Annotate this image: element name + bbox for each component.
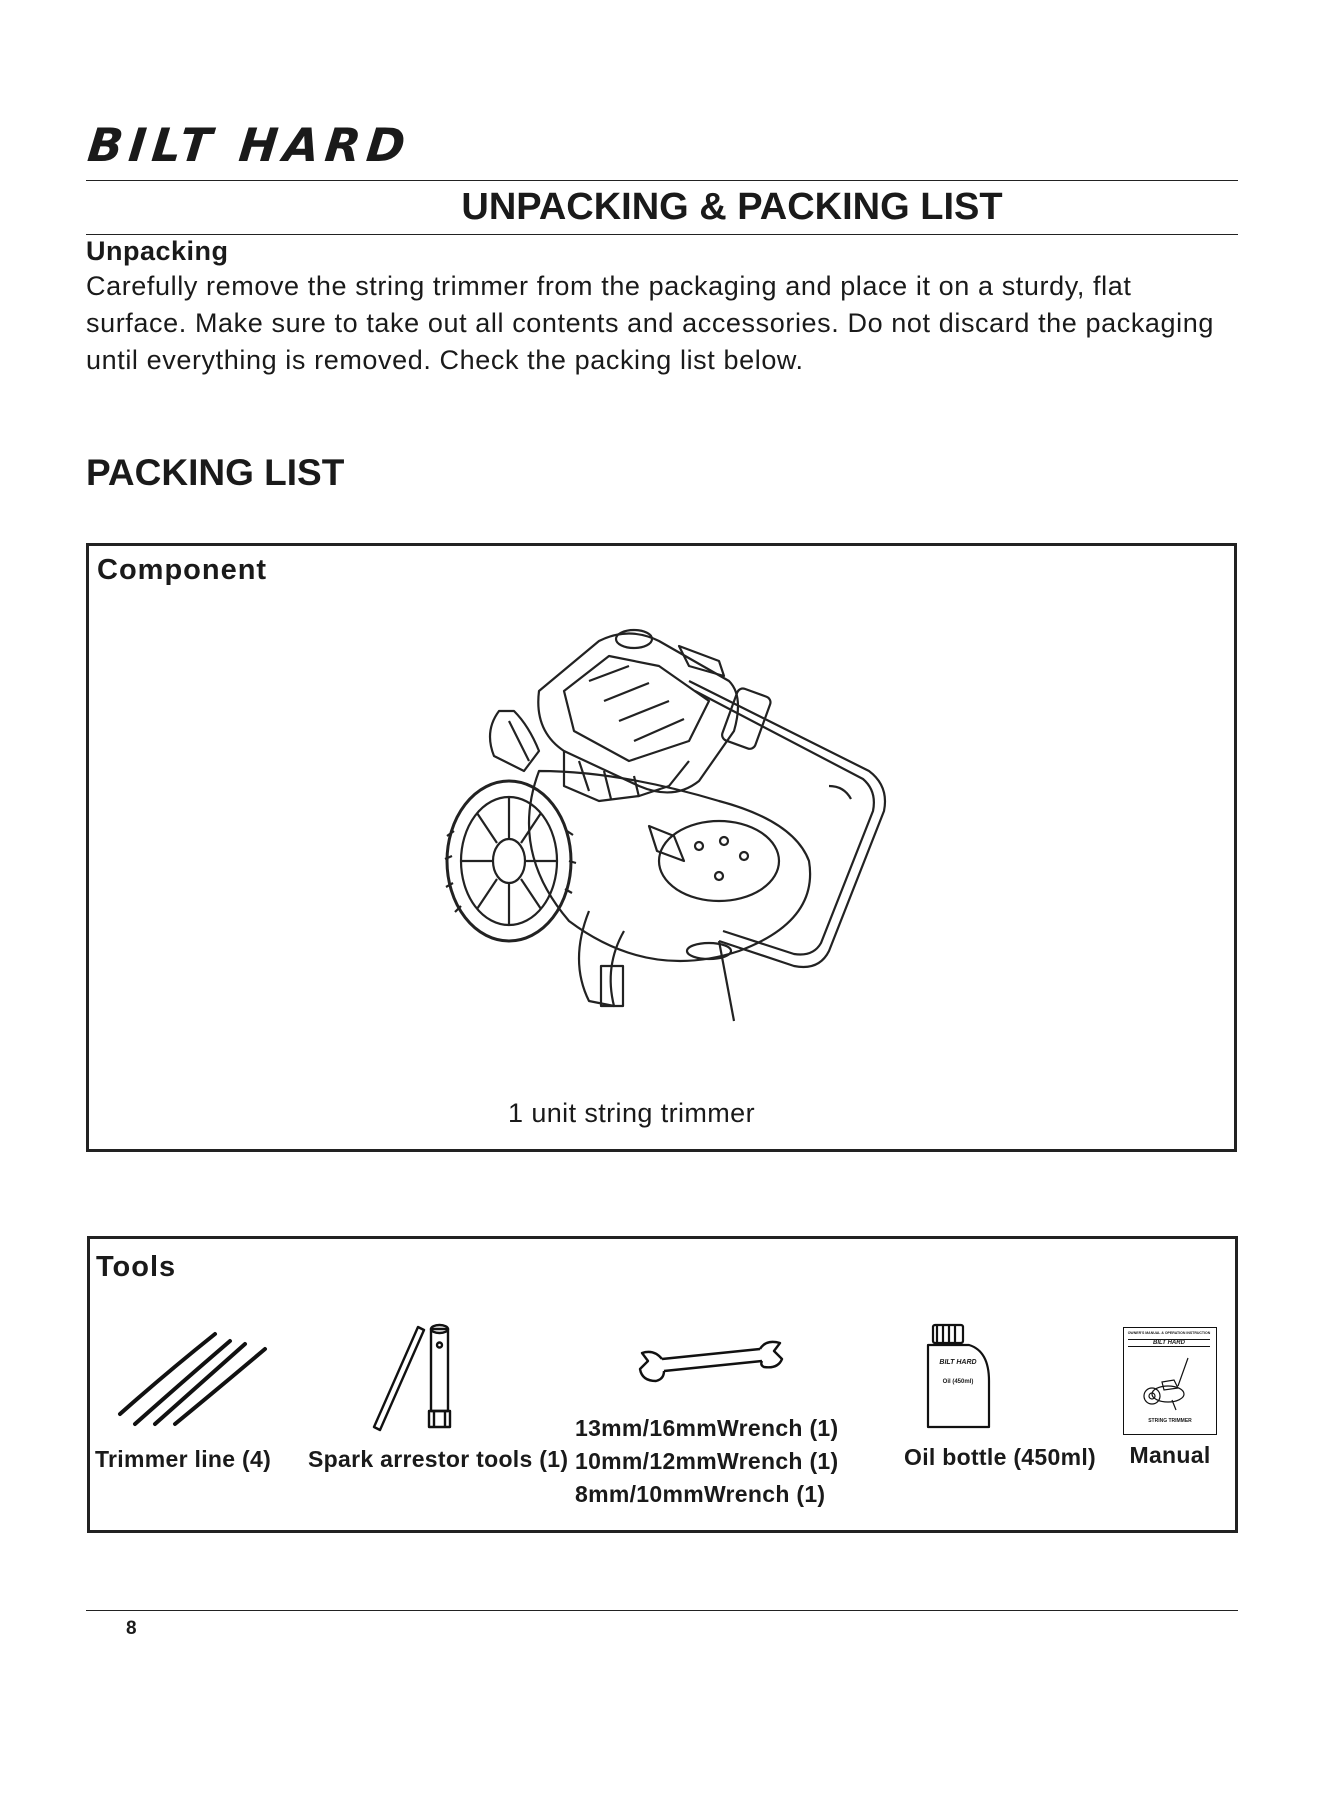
manual-brand-text: BILT HARD xyxy=(1128,1339,1210,1347)
oil-bottle-icon xyxy=(925,1321,995,1431)
tools-box xyxy=(87,1236,1238,1533)
brand-logo: BILT HARD xyxy=(85,118,414,172)
tool-label-manual: Manual xyxy=(1129,1442,1211,1468)
footer-divider xyxy=(86,1610,1238,1611)
page-title: UNPACKING & PACKING LIST xyxy=(461,186,1003,228)
tool-label-spark-arrestor: Spark arrestor tools (1) xyxy=(308,1446,569,1472)
unpacking-line-2: surface. Make sure to take out all contents and accessories. Do not discard the packaging xyxy=(86,308,1214,338)
manual-cover-trimmer-icon xyxy=(1138,1356,1200,1412)
oil-bottle-text: Oil (450ml) xyxy=(942,1379,974,1385)
tool-label-oil-bottle: Oil bottle (450ml) xyxy=(904,1444,1096,1470)
tools-label: Tools xyxy=(96,1251,177,1283)
component-caption: 1 unit string trimmer xyxy=(508,1098,755,1128)
unpacking-instructions xyxy=(86,268,1246,379)
header-divider-bottom xyxy=(86,234,1238,235)
tool-label-trimmer-line: Trimmer line (4) xyxy=(94,1446,272,1472)
manual-footer-text: STRING TRIMMER xyxy=(1148,1418,1192,1424)
manual-header-text: OWNER'S MANUAL & OPERATION INSTRUCTION xyxy=(1127,1331,1211,1335)
header-divider-top xyxy=(86,180,1238,181)
wrench-size-2: 10mm/12mmWrench (1) xyxy=(575,1448,839,1474)
wrench-icon xyxy=(632,1337,787,1392)
page-number: 8 xyxy=(126,1618,137,1639)
unpacking-line-3: until everything is removed. Check the packing list below. xyxy=(86,345,804,375)
spark-arrestor-tool-icon xyxy=(366,1319,476,1434)
component-label: Component xyxy=(97,554,268,586)
wrench-size-1: 13mm/16mmWrench (1) xyxy=(575,1415,839,1441)
wrench-size-3: 8mm/10mmWrench (1) xyxy=(575,1481,826,1507)
tool-label-wrenches xyxy=(575,1412,839,1511)
unpacking-line-1: Carefully remove the string trimmer from the packaging and place it on a sturdy, flat xyxy=(86,271,1132,301)
string-trimmer-illustration xyxy=(389,621,969,1041)
component-box xyxy=(86,543,1237,1152)
oil-bottle-brand: BILT HARD xyxy=(939,1359,977,1366)
trimmer-line-icon xyxy=(115,1319,265,1429)
packing-list-title: PACKING LIST xyxy=(86,452,345,493)
manual-icon xyxy=(1123,1327,1217,1435)
unpacking-heading: Unpacking xyxy=(86,236,229,266)
